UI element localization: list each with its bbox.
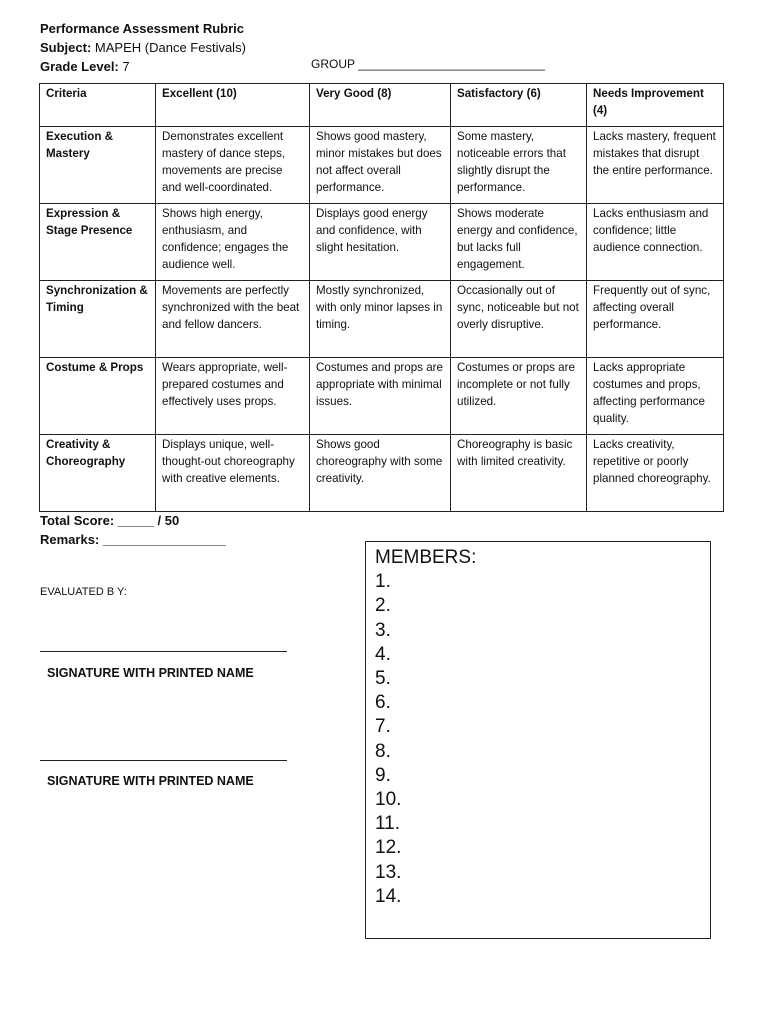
satisfactory-cell: Occasionally out of sync, noticeable but not overly disruptive. [451, 281, 587, 358]
signature-label-2: SIGNATURE WITH PRINTED NAME [47, 774, 254, 788]
total-score-field: Total Score: _____ / 50 [40, 513, 180, 528]
satisfactory-cell: Choreography is basic with limited creativity. [451, 435, 587, 512]
document-header [40, 19, 246, 76]
members-box [365, 541, 711, 939]
excellent-cell: Wears appropriate, well-prepared costumes and effectively uses props. [156, 358, 310, 435]
needs-improvement-cell: Lacks creativity, repetitive or poorly planned choreography. [587, 435, 724, 512]
needs-improvement-cell: Frequently out of sync, affecting overall performance. [587, 281, 724, 358]
evaluated-by-label: EVALUATED B Y: [40, 586, 127, 598]
grade-value: 7 [122, 59, 130, 74]
table-row [40, 127, 724, 204]
signature-line-2 [40, 760, 287, 761]
member-item: 12. [375, 837, 402, 859]
signature-label-1: SIGNATURE WITH PRINTED NAME [47, 666, 254, 680]
very-good-cell: Shows good mastery, minor mistakes but does not affect overall performance. [310, 127, 451, 204]
member-item: 3. [375, 619, 391, 641]
very-good-cell: Costumes and props are appropriate with minimal issues. [310, 358, 451, 435]
header-satisfactory: Satisfactory (6) [451, 84, 587, 127]
members-title: MEMBERS: [375, 547, 477, 568]
member-item: 8. [375, 740, 391, 762]
header-very-good: Very Good (8) [310, 84, 451, 127]
group-field: GROUP ____________________________ [311, 57, 545, 71]
very-good-cell: Shows good choreography with some creativity. [310, 435, 451, 512]
excellent-cell: Shows high energy, enthusiasm, and confidence; engages the audience well. [156, 204, 310, 281]
member-item: 7. [375, 716, 391, 738]
excellent-cell: Displays unique, well-thought-out choreography with creative elements. [156, 435, 310, 512]
member-item: 5. [375, 668, 391, 690]
satisfactory-cell: Some mastery, noticeable errors that slightly disrupt the performance. [451, 127, 587, 204]
criteria-cell: Expression & Stage Presence [40, 204, 156, 281]
member-item: 6. [375, 692, 391, 714]
member-item: 14. [375, 885, 402, 907]
criteria-cell: Execution & Mastery [40, 127, 156, 204]
member-item: 4. [375, 643, 391, 665]
header-needs-improvement: Needs Improvement (4) [587, 84, 724, 127]
criteria-cell: Costume & Props [40, 358, 156, 435]
rubric-header-row [40, 84, 724, 127]
signature-line-1 [40, 651, 287, 652]
member-item: 1. [375, 571, 391, 593]
subject-value: MAPEH (Dance Festivals) [94, 40, 246, 55]
header-excellent: Excellent (10) [156, 84, 310, 127]
member-item: 2. [375, 595, 391, 617]
needs-improvement-cell: Lacks mastery, frequent mistakes that disrupt the entire performance. [587, 127, 724, 204]
very-good-cell: Mostly synchronized, with only minor lapses in timing. [310, 281, 451, 358]
criteria-cell: Synchronization & Timing [40, 281, 156, 358]
needs-improvement-cell: Lacks appropriate costumes and props, affecting performance quality. [587, 358, 724, 435]
rubric-table [39, 83, 724, 512]
criteria-cell: Creativity & Choreography [40, 435, 156, 512]
very-good-cell: Displays good energy and confidence, with slight hesitation. [310, 204, 451, 281]
table-row [40, 435, 724, 512]
excellent-cell: Demonstrates excellent mastery of dance steps, movements are precise and well-coordinated. [156, 127, 310, 204]
excellent-cell: Movements are perfectly synchronized with the beat and fellow dancers. [156, 281, 310, 358]
subject-line [40, 38, 246, 57]
member-item: 10. [375, 789, 402, 811]
needs-improvement-cell: Lacks enthusiasm and confidence; little audience connection. [587, 204, 724, 281]
grade-label: Grade Level: [40, 59, 119, 74]
remarks-field: Remarks: _________________ [40, 532, 226, 547]
document-title: Performance Assessment Rubric [40, 21, 244, 36]
table-row [40, 281, 724, 358]
member-item: 13. [375, 861, 402, 883]
table-row [40, 204, 724, 281]
satisfactory-cell: Costumes or props are incomplete or not fully utilized. [451, 358, 587, 435]
grade-line [40, 57, 246, 76]
subject-label: Subject: [40, 40, 92, 55]
header-criteria: Criteria [40, 84, 156, 127]
satisfactory-cell: Shows moderate energy and confidence, but lacks full engagement. [451, 204, 587, 281]
member-item: 11. [375, 813, 401, 835]
totals-section [40, 511, 226, 549]
table-row [40, 358, 724, 435]
member-item: 9. [375, 764, 391, 786]
